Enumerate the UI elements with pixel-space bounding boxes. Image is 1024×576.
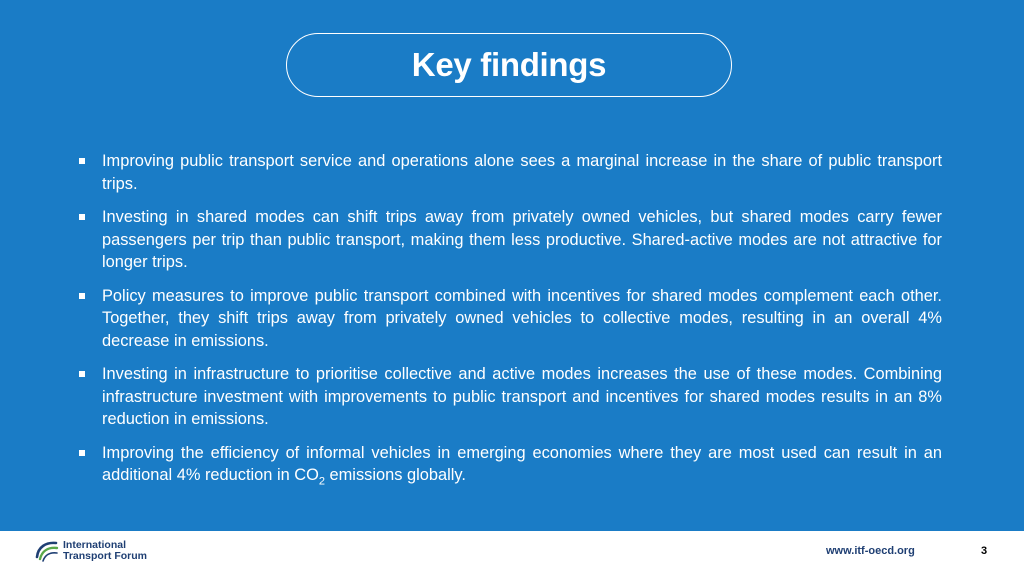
- finding-text: Investing in infrastructure to prioritise collective and active modes increases the use of these modes. Combining infrastructure investment with improvements to public transport and incentives for shared modes results in an 8% reduction in emissions.: [102, 365, 942, 428]
- page-title: Key findings: [411, 46, 607, 83]
- subscript-2: 2: [318, 475, 325, 488]
- logo-line-1: International: [63, 539, 127, 551]
- itf-logo-icon: [34, 539, 60, 563]
- page-number: 3: [981, 545, 988, 557]
- finding-5: [76, 442, 942, 493]
- website-link[interactable]: www.itf-oecd.org: [826, 545, 915, 557]
- key-findings-list: [76, 150, 942, 504]
- finding-text: Policy measures to improve public transport combined with incentives for shared modes complement each other. Together, they shift trips away from privately owned vehicles to collective modes, resulting in an overall 4% decrease in emissions.: [102, 286, 942, 350]
- finding-text: Improving public transport service and operations alone sees a marginal increase in the share of public transport trips.: [102, 152, 942, 193]
- finding-2: [76, 206, 942, 274]
- bullet-square-icon: [79, 450, 85, 456]
- bullet-square-icon: [79, 371, 85, 377]
- finding-3: [76, 285, 942, 353]
- title-pill: [286, 33, 732, 97]
- itf-logo-text: [63, 540, 147, 562]
- bullet-square-icon: [79, 158, 85, 164]
- logo-line-2: Transport Forum: [63, 550, 148, 562]
- finding-text-end: emissions globally.: [324, 466, 466, 484]
- bullet-square-icon: [79, 293, 85, 299]
- itf-logo: [34, 539, 147, 563]
- finding-4: [76, 363, 942, 431]
- bullet-square-icon: [79, 214, 85, 220]
- finding-text: Investing in shared modes can shift trips away from privately owned vehicles, but shared modes carry fewer passengers per trip than public transport, making them less productive. Shared-active modes are not attractive for longer trips.: [102, 208, 942, 271]
- footer: [0, 531, 1024, 576]
- finding-1: [76, 150, 942, 195]
- finding-text-start: Improving the efficiency of informal vehicles in emerging economies where they are most used can result in an additional 4% reduction in CO: [102, 443, 942, 484]
